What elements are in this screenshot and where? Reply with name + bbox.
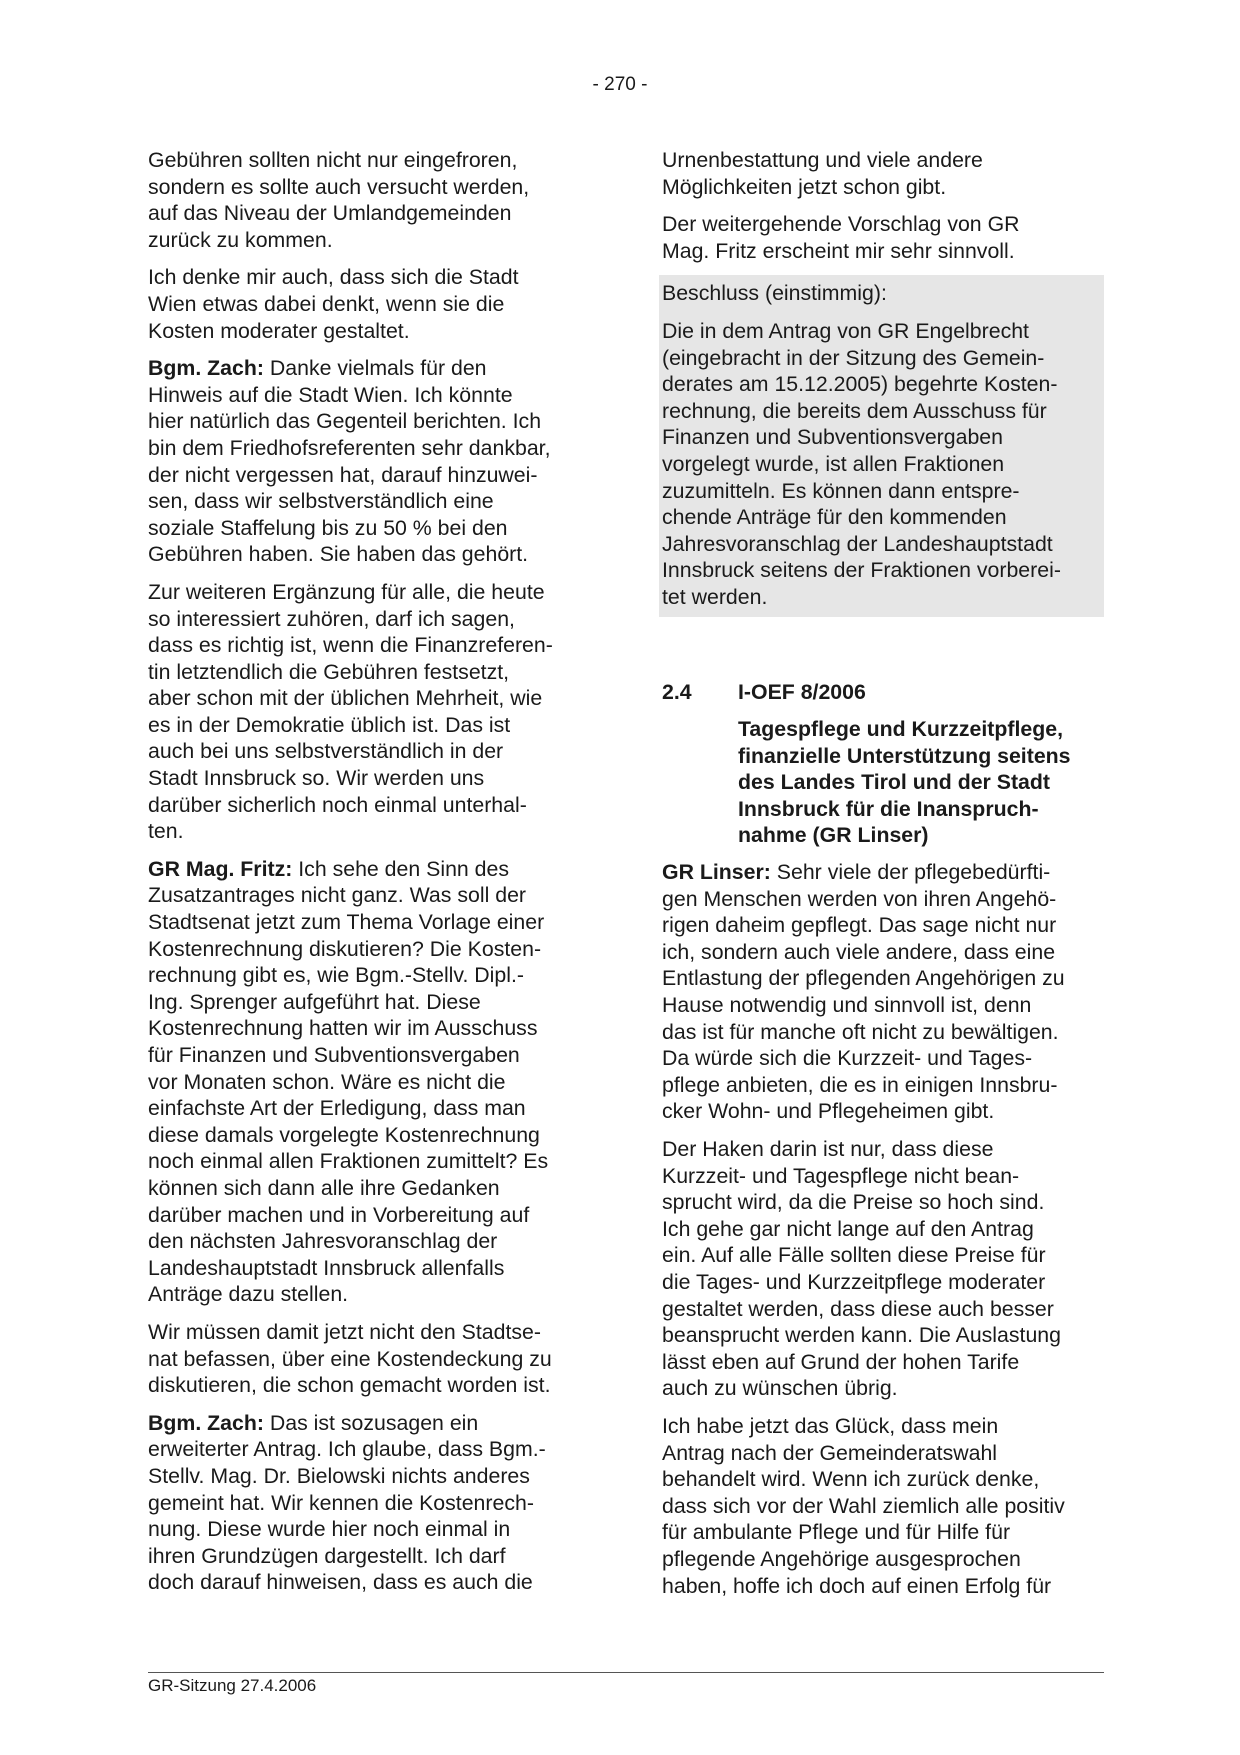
right-column [662, 147, 1104, 1610]
speaker-name: Bgm. Zach: [148, 356, 264, 381]
decision-text: Die in dem Antrag von GR Engelbrecht (eingebracht in der Sitzung des Gemein- derates am 15.12.2005) begehrte Kosten- rechnung, die bereits dem Ausschuss für Finanzen und Subventionsvergaben vorgelegt wurde, ist allen Fraktionen zuzumitteln. Es können dann entspre- chende Anträge für den kommenden Jahresvoranschlag der Landeshauptstadt Innsbruck seitens der Fraktionen vorberei- tet werden. [662, 318, 1061, 609]
agenda-number: 2.4 [662, 679, 692, 704]
speech-bgm-zach: Bgm. Zach: Das ist sozusagen ein erweiterter Antrag. Ich glaube, dass Bgm.- Stellv. Mag. Dr. Bielowski nichts anderes gemeint hat. Wir kennen die Kostenrech- nung. Diese wurde hier noch einmal in ihren Grundzügen dargestellt. Ich darf doch darauf hinweisen, dass es auch die [148, 1410, 546, 1595]
footer-text: GR-Sitzung 27.4.2006 [148, 1676, 317, 1695]
speech-bgm-zach: Bgm. Zach: Danke vielmals für den Hinweis auf die Stadt Wien. Ich könnte hier natürlich das Gegenteil berichten. Ich bin dem Friedhofsreferenten sehr dankbar, der nicht vergessen hat, darauf hinzuwei- sen, dass wir selbstverständlich eine soziale Staffelung bis zu 50 % bei den Gebühren haben. Sie haben das gehört. [148, 356, 551, 567]
agenda-title: Tagespflege und Kurzzeitpflege, finanzielle Unterstützung seitens des Landes Tirol und der Stadt Innsbruck für die Inanspruch- nahme (GR Linser) [738, 717, 1071, 848]
speaker-name: GR Mag. Fritz: [148, 856, 293, 881]
agenda-code: I-OEF 8/2006 [738, 679, 866, 704]
paragraph: Der Haken darin ist nur, dass diese Kurzzeit- und Tagespflege nicht bean- sprucht wird, da die Preise so hoch sind. Ich gehe gar nicht lange auf den Antrag ein. Auf alle Fälle sollten diese Preise für die Tages- und Kurzzeitpflege moderater gestaltet werden, dass diese auch besser beansprucht werden kann. Die Auslastung lässt eben auf Grund der hohen Tarife auch zu wünschen übrig. [662, 1137, 1061, 1401]
paragraph: Wir müssen damit jetzt nicht den Stadtse- nat befassen, über eine Kostendeckung zu diskutieren, die schon gemacht worden ist. [148, 1319, 552, 1398]
speaker-name: Bgm. Zach: [148, 1410, 264, 1435]
paragraph: Ich denke mir auch, dass sich die Stadt Wien etwas dabei denkt, wenn sie die Kosten moderater gestaltet. [148, 265, 519, 343]
agenda-item [662, 679, 1104, 850]
footer-divider [148, 1672, 1104, 1673]
paragraph: Ich habe jetzt das Glück, dass mein Antrag nach der Gemeinderatswahl behandelt wird. Wenn ich zurück denke, dass sich vor der Wahl ziemlich alle positiv für ambulante Pflege und für Hilfe für pflegende Angehörige ausgesprochen haben, hoffe ich doch auf einen Erfolg für [662, 1413, 1065, 1598]
decision-box [659, 275, 1104, 616]
decision-heading: Beschluss (einstimmig): [662, 281, 887, 306]
speaker-name: GR Linser: [662, 860, 771, 885]
page-number: - 270 - [592, 74, 648, 95]
speech-gr-mag-fritz: GR Mag. Fritz: Ich sehe den Sinn des Zusatzantrages nicht ganz. Was soll der Stadtsenat jetzt zum Thema Vorlage einer Kostenrechnung diskutieren? Die Kosten- rechnung gibt es, wie Bgm.-Stellv. Dipl.- Ing. Sprenger aufgeführt hat. Diese Kostenrechnung hatten wir im Ausschuss für Finanzen und Subventionsvergaben vor Monaten schon. Wäre es nicht die einfachste Art der Erledigung, dass man diese damals vorgelegte Kostenrechnung noch einmal allen Fraktionen zumittelt? Es können sich dann alle ihre Gedanken darüber machen und in Vorbereitung auf den nächsten Jahresvoranschlag der Landeshauptstadt Innsbruck allenfalls Anträge dazu stellen. [148, 856, 549, 1307]
speech-gr-linser: GR Linser: Sehr viele der pflegebedürfti- gen Menschen werden von ihren Angehö- rigen daheim gepflegt. Das sage nicht nur ich, sondern auch viele andere, dass eine Entlastung der pflegenden Angehörigen zu Hause notwendig und sinnvoll ist, denn das ist für manche oft nicht zu bewältigen. Da würde sich die Kurzzeit- und Tages- pflege anbieten, die es in einigen Innsbru- cker Wohn- und Pflegeheimen gibt. [662, 860, 1065, 1124]
left-column [148, 147, 590, 1607]
paragraph: Der weitergehende Vorschlag von GR Mag. Fritz erscheint mir sehr sinnvoll. [662, 212, 1020, 263]
paragraph: Gebühren sollten nicht nur eingefroren, sondern es sollte auch versucht werden, auf das Niveau der Umlandgemeinden zurück zu kommen. [148, 148, 530, 252]
paragraph: Urnenbestattung und viele andere Möglichkeiten jetzt schon gibt. [662, 148, 983, 199]
paragraph: Zur weiteren Ergänzung für alle, die heute so interessiert zuhören, darf ich sagen, dass es richtig ist, wenn die Finanzreferen- tin letztendlich die Gebühren festsetzt, aber schon mit der üblichen Mehrheit, wie es in der Demokratie üblich ist. Das ist auch bei uns selbstverständlich in der Stadt Innsbruck so. Wir werden uns darüber sicherlich noch einmal unterhal- ten. [148, 579, 553, 844]
